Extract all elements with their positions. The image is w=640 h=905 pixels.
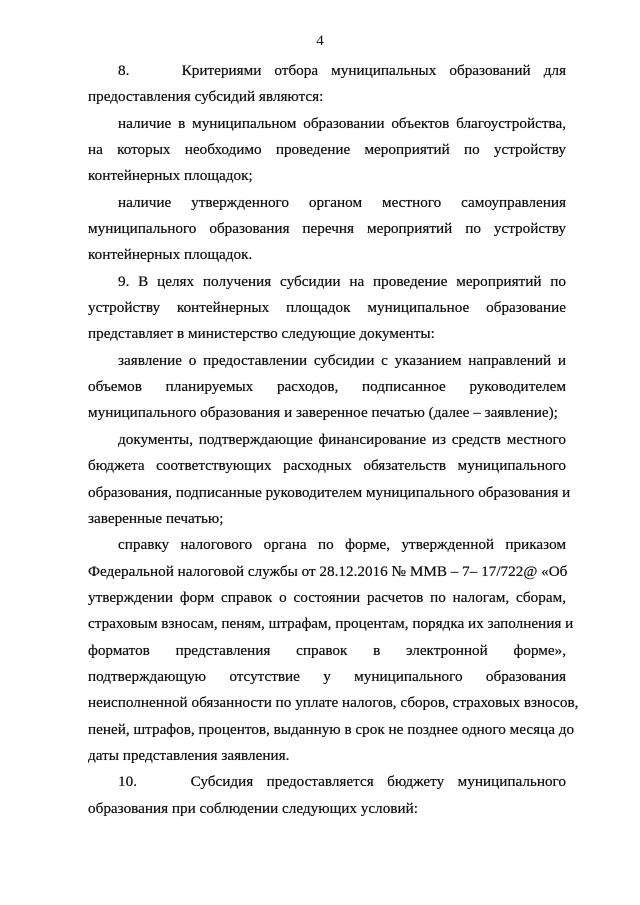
text-line: 9. В целях получения субсидии на проведение мероприятий по [118, 272, 566, 290]
text-line: заверенные печатью; [88, 509, 224, 527]
paragraph [88, 769, 566, 822]
text-line: объемов планируемых расходов, подписанное руководителем [88, 378, 566, 396]
text-line: наличие утвержденного органом местного самоуправления [118, 193, 566, 211]
paragraph [88, 348, 566, 427]
text-line: на которых необходимо проведение мероприятий по устройству [88, 141, 566, 159]
text-line: 10. Субсидия предоставляется бюджету муниципального [118, 773, 566, 791]
text-line: справку налогового органа по форме, утвержденной приказом [118, 536, 566, 554]
paragraph [88, 532, 579, 769]
paragraph [88, 427, 571, 532]
text-line: контейнерных площадок; [88, 167, 253, 185]
paragraph [88, 269, 566, 348]
text-line: предоставления субсидий являются: [88, 88, 324, 106]
text-line: бюджета соответствующих расходных обязательств муниципального [88, 457, 566, 475]
text-line: пеней, штрафов, процентов, выданную в срок не позднее одного месяца до [88, 720, 575, 738]
text-line: утверждении форм справок о состоянии расчетов по налогам, сборам, [88, 588, 566, 606]
paragraph [88, 111, 566, 190]
text-line: даты представления заявления. [88, 746, 290, 764]
text-line: страховым взносам, пеням, штрафам, процентам, порядка их заполнения и [88, 615, 574, 633]
paragraph [88, 58, 566, 111]
text-line: наличие в муниципальном образовании объектов благоустройства, [118, 114, 566, 132]
text-line: образования, подписанные руководителем муниципального образования и [88, 483, 571, 501]
text-line: устройству контейнерных площадок муниципальное образование [88, 299, 566, 317]
text-line: заявление о предоставлении субсидии с указанием направлений и [118, 351, 566, 369]
text-line: образования при соблюдении следующих условий: [88, 799, 418, 817]
text-line: контейнерных площадок. [88, 246, 253, 264]
paragraph [88, 190, 566, 269]
text-line: форматов представления справок в электронной форме», [88, 641, 566, 659]
text-line: документы, подтверждающие финансирование из средств местного [118, 430, 566, 448]
text-line: муниципального образования перечня мероприятий по устройству [88, 220, 566, 238]
page-number: 4 [316, 33, 324, 49]
text-line: 8. Критериями отбора муниципальных образований для [118, 62, 566, 79]
document-body [88, 58, 579, 822]
text-line: неисполненной обязанности по уплате налогов, сборов, страховых взносов, [88, 694, 579, 712]
text-line: Федеральной налоговой службы от 28.12.2016 № ММВ – 7– 17/722@ «Об [88, 562, 568, 580]
text-line: подтверждающую отсутствие у муниципального образования [88, 667, 566, 685]
text-line: муниципального образования и заверенное печатью (далее – заявление); [88, 404, 558, 422]
text-line: представляет в министерство следующие документы: [88, 325, 435, 343]
